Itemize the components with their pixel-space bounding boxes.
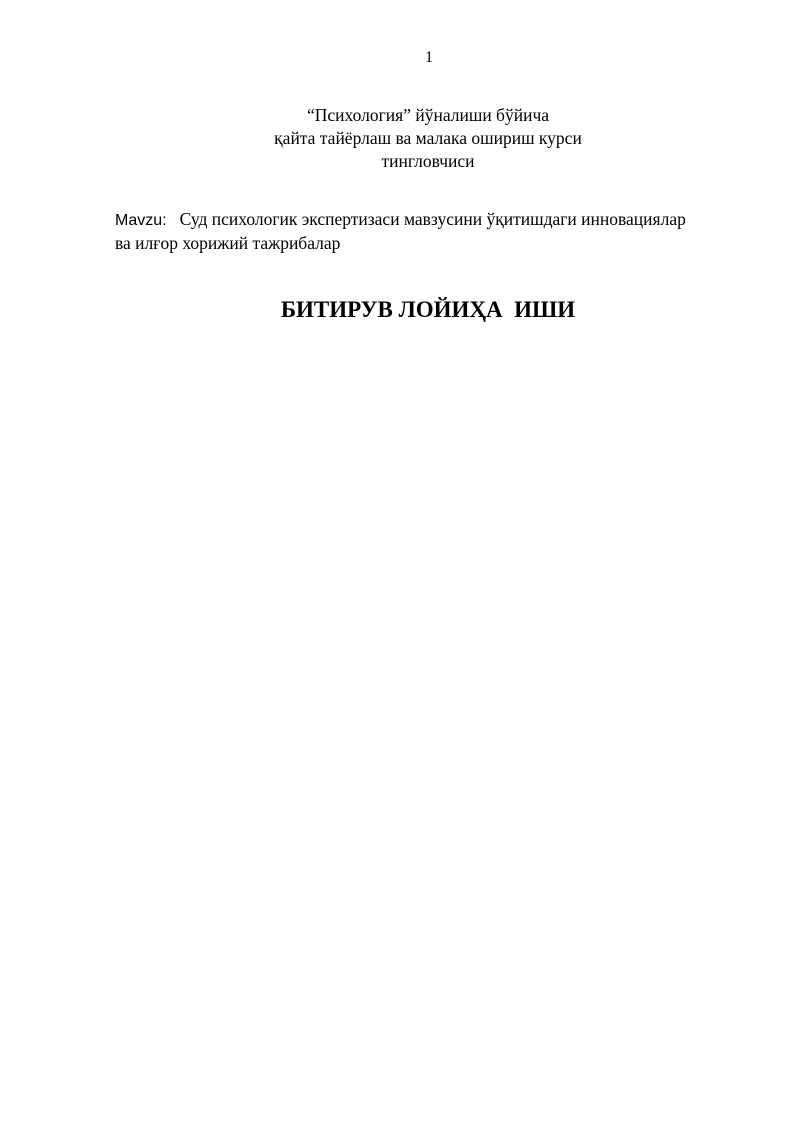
header-line-direction: “Психология” йўналиши бўйича	[306, 105, 550, 125]
topic-line-2: ва илғор хорижий тажрибалар	[115, 233, 341, 253]
topic-line-1	[115, 208, 755, 232]
course-header	[0, 104, 800, 173]
header-line-course: қайта тайёрлаш ва малака ошириш курси	[274, 128, 582, 148]
page-number: 1	[425, 49, 433, 66]
topic-text-1: Суд психологик экспертизаси мавзусини ўқитишдаги инновациялар	[179, 209, 686, 229]
document-title: БИТИРУВ ЛОЙИҲА ИШИ	[280, 297, 576, 322]
topic-block	[115, 208, 755, 255]
topic-label: Mavzu:	[115, 212, 167, 229]
header-line-listener: тингловчиси	[381, 151, 475, 171]
